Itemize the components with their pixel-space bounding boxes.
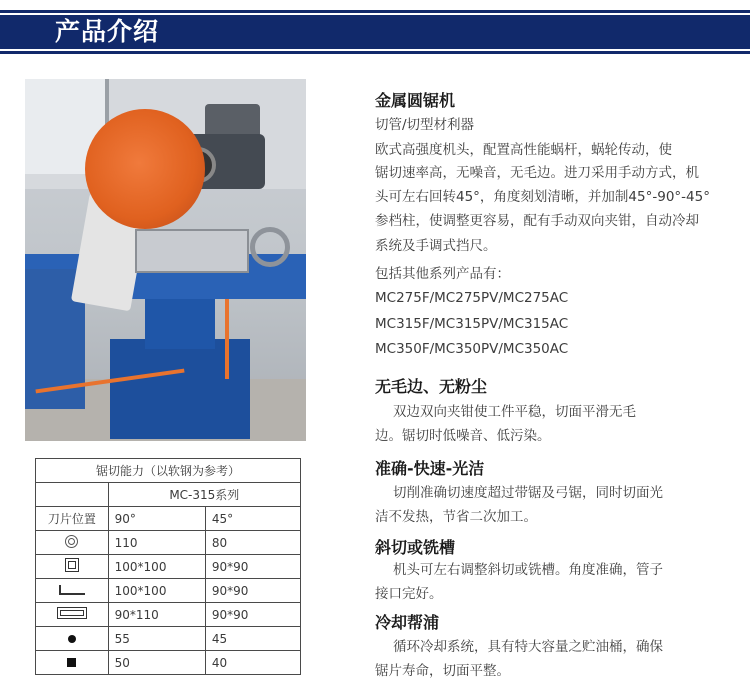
feature-line: 循环冷却系统，具有特大容量之贮油桶，确保: [393, 639, 663, 655]
square-tube-icon: [65, 558, 79, 572]
table-cell: 40: [205, 651, 300, 675]
series-intro: 包括其他系列产品有：: [375, 266, 510, 282]
table-cell: 100*100: [108, 555, 205, 579]
banner-stripe-top: [0, 13, 750, 15]
round-tube-icon: [65, 535, 78, 548]
feature-title: 准确-快速-光洁: [375, 459, 485, 478]
feature-line: 接口完好。: [375, 586, 443, 602]
feature-title: 斜切或铣槽: [375, 538, 456, 557]
description-line: 系统及手调式挡尺。: [375, 238, 497, 254]
angle-steel-icon: [59, 585, 85, 595]
angle-45-header: 45°: [205, 507, 300, 531]
description-line: 欧式高强度机头，配置高性能蜗杆，蜗轮传动，使: [375, 142, 672, 158]
square-bar-icon: [67, 658, 76, 667]
feature-line: 洁不发热，节省二次加工。: [375, 509, 537, 525]
banner-stripe-bottom: [0, 49, 750, 51]
table-cell: 50: [108, 651, 205, 675]
blade-position-label: 刀片位置: [36, 507, 109, 531]
table-model: MC-315系列: [108, 483, 300, 507]
feature-line: 切削准确切速度超过带锯及弓锯，同时切面光: [393, 485, 663, 501]
feature-title: 无毛边、无粉尘: [375, 377, 488, 396]
feature-title: 冷却帮浦: [375, 613, 440, 632]
table-row: [36, 603, 301, 627]
saw-blade-guard: [85, 109, 205, 229]
machine-cable: [225, 299, 229, 379]
table-cell: 45: [205, 627, 300, 651]
table-empty-cell: [36, 483, 109, 507]
table-cell: 90*90: [205, 579, 300, 603]
table-cell: 100*100: [108, 579, 205, 603]
machine-base: [110, 339, 250, 439]
angle-90-header: 90°: [108, 507, 205, 531]
table-cell: 90*90: [205, 555, 300, 579]
feature-line: 机头可左右调整斜切或铣槽。角度准确，管子: [393, 562, 663, 578]
description-line: 锯切速率高，无噪音，无毛边。进刀采用手动方式，机: [375, 165, 699, 181]
product-photo: [25, 79, 306, 441]
cutting-capacity-table: [35, 458, 301, 675]
table-cell: 90*110: [108, 603, 205, 627]
table-row: [36, 627, 301, 651]
section-banner: [0, 10, 750, 54]
machine-vise: [135, 229, 249, 273]
description-line: 参档柱，使调整更容易，配有手动双向夹钳，自动冷却: [375, 213, 699, 229]
table-title: 锯切能力（以软钢为参考）: [36, 459, 301, 483]
table-row: [36, 651, 301, 675]
rect-tube-icon: [57, 607, 87, 619]
product-name: 金属圆锯机: [375, 91, 456, 110]
round-bar-icon: [68, 635, 76, 643]
series-line: MC350F/MC350PV/MC350AC: [375, 341, 569, 357]
feature-line: 双边双向夹钳使工件平稳，切面平滑无毛: [393, 404, 636, 420]
section-title: 产品介绍: [55, 17, 160, 46]
table-cell: 110: [108, 531, 205, 555]
table-row: [36, 555, 301, 579]
table-cell: 80: [205, 531, 300, 555]
table-row: [36, 579, 301, 603]
machine-column: [145, 299, 215, 349]
table-row: [36, 531, 301, 555]
table-cell: 90*90: [205, 603, 300, 627]
feature-line: 边。锯切时低噪音、低污染。: [375, 428, 551, 444]
feature-line: 锯片寿命，切面平整。: [375, 663, 510, 679]
handwheel-icon: [250, 227, 290, 267]
table-cell: 55: [108, 627, 205, 651]
product-subtitle: 切管/切型材利器: [375, 117, 475, 133]
series-line: MC315F/MC315PV/MC315AC: [375, 316, 569, 332]
series-line: MC275F/MC275PV/MC275AC: [375, 290, 569, 306]
description-line: 头可左右回转45°，角度刻划清晰，并加制45°-90°-45°: [375, 189, 710, 205]
